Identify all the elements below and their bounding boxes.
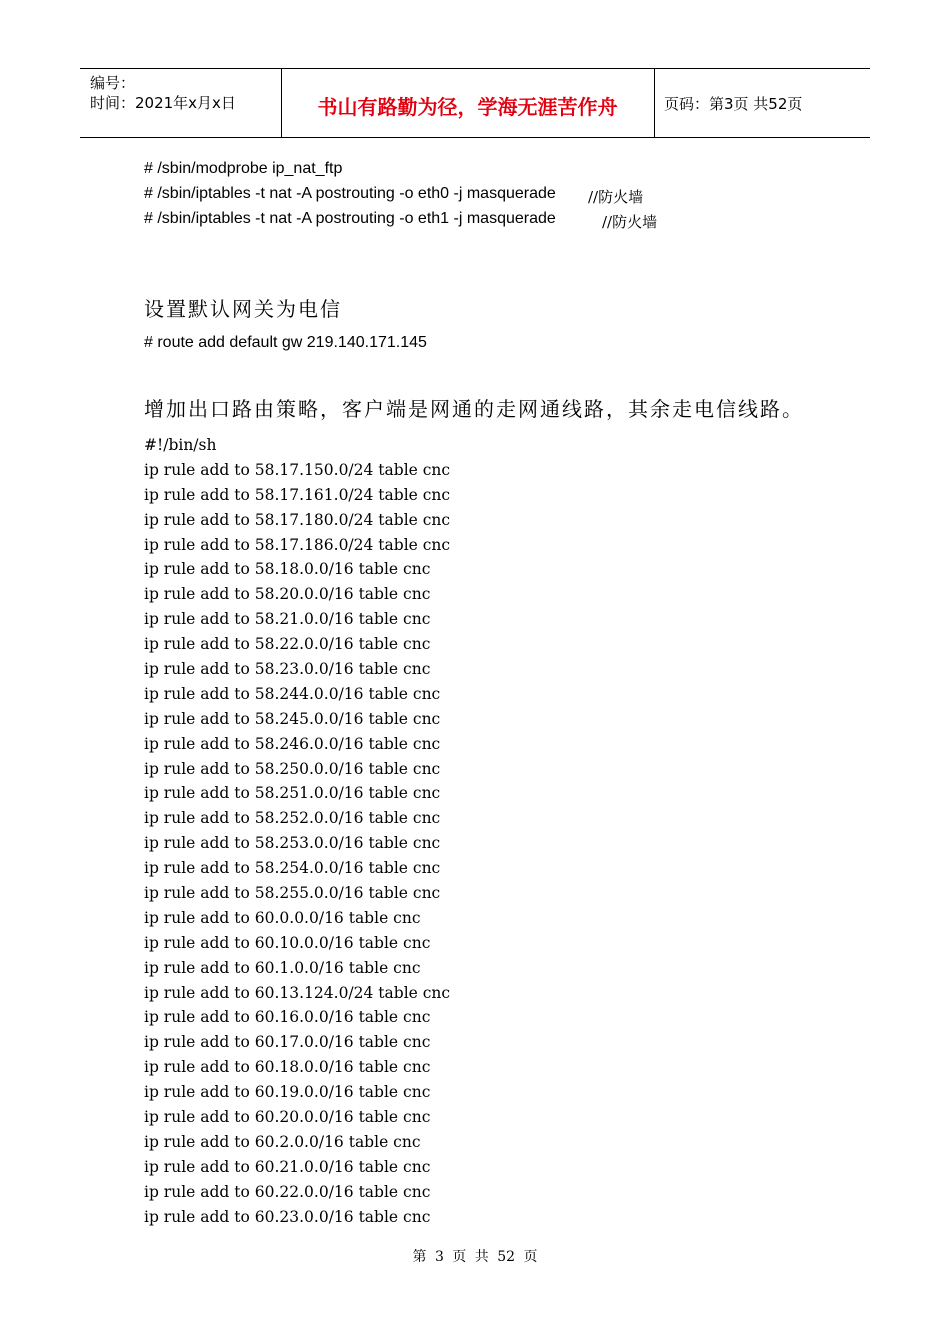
header-divider [654, 69, 655, 137]
code-line: ip rule add to 60.20.0.0/16 table cnc [144, 1108, 431, 1127]
code-line: ip rule add to 60.16.0.0/16 table cnc [144, 1008, 431, 1027]
code-line: ip rule add to 58.252.0.0/16 table cnc [144, 809, 441, 828]
code-line: ip rule add to 58.244.0.0/16 table cnc [144, 684, 441, 703]
code-line: ip rule add to 58.20.0.0/16 table cnc [144, 585, 431, 604]
code-line: ip rule add to 58.253.0.0/16 table cnc [144, 834, 441, 853]
code-line: ip rule add to 58.21.0.0/16 table cnc [144, 610, 431, 629]
code-line: ip rule add to 60.19.0.0/16 table cnc [144, 1083, 431, 1102]
code-line: ip rule add to 58.254.0.0/16 table cnc [144, 859, 441, 878]
code-line: ip rule add to 60.2.0.0/16 table cnc [144, 1132, 421, 1151]
code-line: ip rule add to 60.23.0.0/16 table cnc [144, 1207, 431, 1226]
code-line: ip rule add to 58.251.0.0/16 table cnc [144, 784, 441, 803]
code-line: ip rule add to 58.246.0.0/16 table cnc [144, 734, 441, 753]
command-text: # /sbin/modprobe ip_nat_ftp [144, 160, 343, 177]
code-line: ip rule add to 58.255.0.0/16 table cnc [144, 884, 441, 903]
document-number-label: 编号： [90, 74, 136, 92]
code-line: ip rule add to 58.245.0.0/16 table cnc [144, 709, 441, 728]
command-text: # /sbin/iptables -t nat -A postrouting -o eth0 -j masquerade [144, 185, 556, 202]
command-line [144, 160, 342, 178]
code-line: ip rule add to 60.18.0.0/16 table cnc [144, 1058, 431, 1077]
code-line: ip rule add to 60.17.0.0/16 table cnc [144, 1033, 431, 1052]
code-line: ip rule add to 58.17.186.0/24 table cnc [144, 535, 451, 554]
route-command: # route add default gw 219.140.171.145 [144, 334, 427, 351]
command-comment: //防火墙 [602, 213, 658, 231]
header-page-info: 页码：第3页 共52页 [664, 95, 803, 113]
command-line [144, 210, 658, 231]
page-footer: 第 3 页 共 52 页 [412, 1249, 538, 1265]
page-header [80, 68, 870, 138]
code-line: ip rule add to 60.13.124.0/24 table cnc [144, 983, 451, 1002]
code-line: ip rule add to 60.0.0.0/16 table cnc [144, 908, 421, 927]
command-line [144, 185, 644, 206]
code-line: ip rule add to 58.250.0.0/16 table cnc [144, 759, 441, 778]
code-line: ip rule add to 58.17.180.0/24 table cnc [144, 510, 451, 529]
code-line: ip rule add to 58.22.0.0/16 table cnc [144, 635, 431, 654]
code-line: ip rule add to 58.23.0.0/16 table cnc [144, 660, 431, 679]
code-line: ip rule add to 58.17.150.0/24 table cnc [144, 460, 451, 479]
code-block [144, 433, 450, 1230]
command-comment: //防火墙 [588, 188, 644, 206]
code-line: ip rule add to 58.17.161.0/24 table cnc [144, 485, 451, 504]
section-heading-routing-policy: 增加出口路由策略，客户端是网通的走网通线路，其余走电信线路。 [144, 397, 804, 421]
code-line: ip rule add to 60.1.0.0/16 table cnc [144, 958, 421, 977]
header-meta [90, 73, 236, 113]
code-line: ip rule add to 60.10.0.0/16 table cnc [144, 933, 431, 952]
header-motto: 书山有路勤为径，学海无涯苦作舟 [317, 94, 618, 119]
section-heading-gateway: 设置默认网关为电信 [144, 297, 342, 321]
code-line: ip rule add to 60.21.0.0/16 table cnc [144, 1157, 431, 1176]
command-text: # /sbin/iptables -t nat -A postrouting -o eth1 -j masquerade [144, 210, 556, 227]
code-line: ip rule add to 60.22.0.0/16 table cnc [144, 1182, 431, 1201]
code-line: #!/bin/sh [144, 436, 217, 454]
code-line: ip rule add to 58.18.0.0/16 table cnc [144, 560, 431, 579]
document-date: 时间：2021年x月x日 [90, 94, 236, 112]
